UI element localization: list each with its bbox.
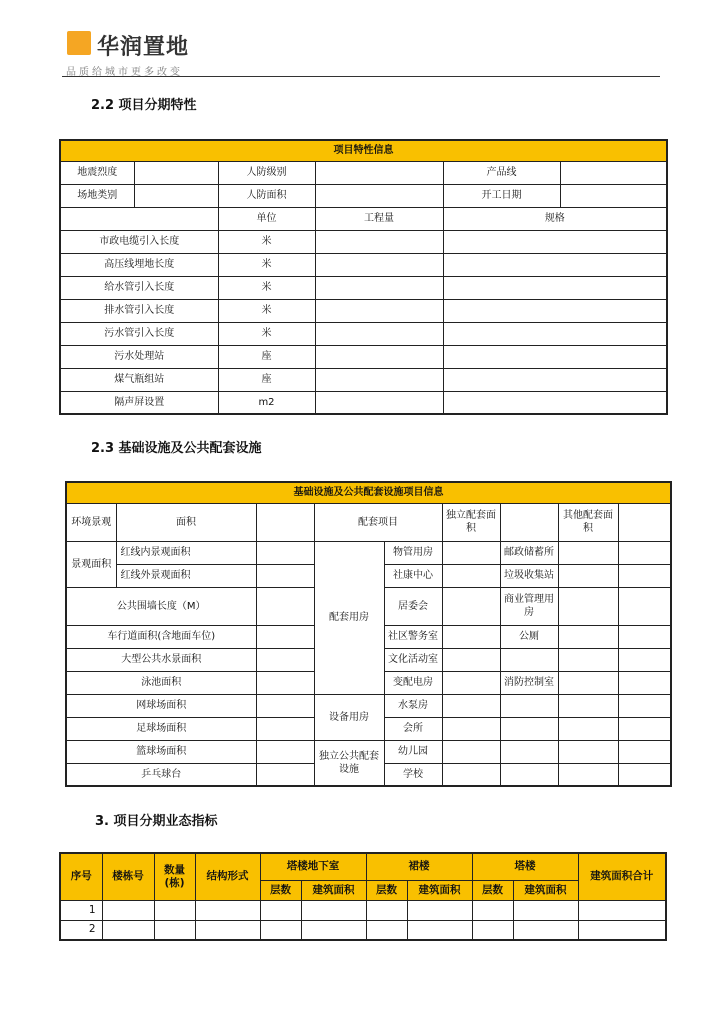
facility-item: 水泵房: [384, 694, 442, 717]
col-header-spec: 规格: [443, 207, 667, 230]
empty-cell: [256, 648, 314, 671]
facility-item: 学校: [384, 763, 442, 786]
landscape-area-label: 景观面积: [66, 541, 116, 587]
empty-cell: [558, 763, 618, 786]
empty-cell: [513, 920, 578, 940]
cell-label: 地震烈度: [60, 161, 134, 184]
empty-cell: [256, 740, 314, 763]
format-indicators-table: [59, 852, 667, 941]
empty-cell: [195, 900, 260, 920]
row-unit: 米: [218, 322, 315, 345]
empty-cell: [442, 648, 500, 671]
empty-cell: [256, 564, 314, 587]
section-title-3: 3. 项目分期业态指标: [95, 814, 218, 829]
empty-cell: [256, 625, 314, 648]
cell-value: [134, 161, 218, 184]
empty-cell: [500, 694, 558, 717]
col-header-landscape: 环境景观: [66, 503, 116, 541]
col-header-quantity: 工程量: [315, 207, 443, 230]
empty-cell: [442, 694, 500, 717]
empty-cell: [315, 368, 443, 391]
col-header-podium: 裙楼: [366, 853, 472, 880]
row-label: 高压线埋地长度: [60, 253, 218, 276]
empty-cell: [260, 900, 301, 920]
row-unit: 米: [218, 253, 315, 276]
row-unit: 米: [218, 299, 315, 322]
cell-value: [315, 161, 443, 184]
col-header-total-area: 建筑面积合计: [578, 853, 666, 900]
facility-item: 文化活动室: [384, 648, 442, 671]
empty-cell: [618, 541, 671, 564]
empty-cell: [102, 900, 154, 920]
facility-item: 社康中心: [384, 564, 442, 587]
empty-cell: [442, 564, 500, 587]
empty-cell: [558, 625, 618, 648]
cell-value: [134, 184, 218, 207]
empty-cell: [256, 694, 314, 717]
group-independent-facilities: 独立公共配套设施: [314, 740, 384, 786]
infrastructure-table: [65, 481, 672, 787]
other-facility-item: 消防控制室: [500, 671, 558, 694]
empty-cell: [366, 920, 407, 940]
row-label: 乒乓球台: [66, 763, 256, 786]
empty-cell: [558, 740, 618, 763]
empty-cell: [443, 253, 667, 276]
empty-cell: [315, 253, 443, 276]
empty-cell: [618, 625, 671, 648]
empty-cell: [315, 299, 443, 322]
empty-cell: [256, 503, 314, 541]
empty-cell: [315, 276, 443, 299]
row-label: 红线内景观面积: [116, 541, 256, 564]
empty-cell: [500, 648, 558, 671]
cell-empty: [60, 207, 218, 230]
col-header-count: 数量(栋): [154, 853, 195, 900]
row-label: 市政电缆引入长度: [60, 230, 218, 253]
table-title: 基础设施及公共配套设施项目信息: [66, 482, 671, 503]
cell-label: 产品线: [443, 161, 560, 184]
col-header-indep-area: 独立配套面积: [442, 503, 500, 541]
empty-cell: [443, 322, 667, 345]
empty-cell: [442, 541, 500, 564]
empty-cell: [366, 900, 407, 920]
sub-header-area: 建筑面积: [301, 880, 366, 900]
brand-slogan: 品质给城市更多改变: [66, 67, 183, 78]
empty-cell: [154, 920, 195, 940]
other-facility-item: 垃圾收集站: [500, 564, 558, 587]
row-label: 红线外景观面积: [116, 564, 256, 587]
row-label: 排水管引入长度: [60, 299, 218, 322]
row-label: 大型公共水景面积: [66, 648, 256, 671]
row-label: 煤气瓶组站: [60, 368, 218, 391]
empty-cell: [443, 345, 667, 368]
facility-item: 社区警务室: [384, 625, 442, 648]
sub-header-floors: 层数: [366, 880, 407, 900]
facility-item: 会所: [384, 717, 442, 740]
empty-cell: [558, 541, 618, 564]
group-support-rooms: 配套用房: [314, 541, 384, 694]
row-index: 2: [60, 920, 102, 940]
empty-cell: [618, 587, 671, 625]
empty-cell: [500, 717, 558, 740]
cell-label: 人防级别: [218, 161, 315, 184]
brand-name: 华润置地: [97, 35, 190, 60]
empty-cell: [578, 920, 666, 940]
table-title: 项目特性信息: [60, 140, 667, 161]
row-label: 污水管引入长度: [60, 322, 218, 345]
empty-cell: [442, 763, 500, 786]
row-label: 泳池面积: [66, 671, 256, 694]
empty-cell: [472, 900, 513, 920]
empty-cell: [315, 391, 443, 414]
facility-item: 幼儿园: [384, 740, 442, 763]
empty-cell: [500, 503, 558, 541]
empty-cell: [472, 920, 513, 940]
empty-cell: [558, 671, 618, 694]
col-header-structure: 结构形式: [195, 853, 260, 900]
empty-cell: [558, 564, 618, 587]
empty-cell: [301, 900, 366, 920]
other-facility-item: 公厕: [500, 625, 558, 648]
empty-cell: [558, 648, 618, 671]
empty-cell: [260, 920, 301, 940]
row-unit: 座: [218, 368, 315, 391]
cell-label: 场地类别: [60, 184, 134, 207]
empty-cell: [442, 740, 500, 763]
header-divider: [62, 76, 660, 77]
empty-cell: [407, 900, 472, 920]
empty-cell: [154, 900, 195, 920]
sub-header-floors: 层数: [260, 880, 301, 900]
other-facility-item: 商业管理用房: [500, 587, 558, 625]
empty-cell: [558, 587, 618, 625]
row-label: 给水管引入长度: [60, 276, 218, 299]
col-header-facility: 配套项目: [314, 503, 442, 541]
cell-value: [560, 161, 667, 184]
col-header-other-area: 其他配套面积: [558, 503, 618, 541]
row-label: 隔声屏设置: [60, 391, 218, 414]
empty-cell: [618, 648, 671, 671]
section-title-2-3: 2.3 基础设施及公共配套设施: [91, 441, 262, 456]
sub-header-area: 建筑面积: [407, 880, 472, 900]
facility-item: 物管用房: [384, 541, 442, 564]
empty-cell: [618, 740, 671, 763]
row-label: 篮球场面积: [66, 740, 256, 763]
empty-cell: [558, 694, 618, 717]
section-title-2-2: 2.2 项目分期特性: [91, 98, 197, 113]
empty-cell: [618, 564, 671, 587]
cell-label: 人防面积: [218, 184, 315, 207]
col-header-tower: 塔楼: [472, 853, 578, 880]
empty-cell: [301, 920, 366, 940]
row-unit: m2: [218, 391, 315, 414]
facility-item: 居委会: [384, 587, 442, 625]
empty-cell: [443, 391, 667, 414]
empty-cell: [442, 717, 500, 740]
empty-cell: [578, 900, 666, 920]
project-features-table: [59, 139, 668, 415]
empty-cell: [443, 230, 667, 253]
row-label: 车行道面积(含地面车位): [66, 625, 256, 648]
empty-cell: [315, 322, 443, 345]
empty-cell: [442, 625, 500, 648]
facility-item: 变配电房: [384, 671, 442, 694]
row-index: 1: [60, 900, 102, 920]
col-header-area: 面积: [116, 503, 256, 541]
empty-cell: [443, 299, 667, 322]
empty-cell: [443, 368, 667, 391]
empty-cell: [195, 920, 260, 940]
row-label: 公共围墙长度（M）: [66, 587, 256, 625]
col-header-unit: 单位: [218, 207, 315, 230]
col-header-index: 序号: [60, 853, 102, 900]
group-equipment-rooms: 设备用房: [314, 694, 384, 740]
row-label: 污水处理站: [60, 345, 218, 368]
logo-icon: [67, 31, 91, 55]
empty-cell: [442, 671, 500, 694]
other-facility-item: 邮政储蓄所: [500, 541, 558, 564]
row-unit: 米: [218, 230, 315, 253]
empty-cell: [315, 230, 443, 253]
sub-header-area: 建筑面积: [513, 880, 578, 900]
empty-cell: [500, 740, 558, 763]
empty-cell: [618, 763, 671, 786]
empty-cell: [256, 717, 314, 740]
empty-cell: [256, 763, 314, 786]
empty-cell: [256, 587, 314, 625]
empty-cell: [618, 671, 671, 694]
empty-cell: [256, 671, 314, 694]
empty-cell: [558, 717, 618, 740]
empty-cell: [618, 717, 671, 740]
row-label: 网球场面积: [66, 694, 256, 717]
empty-cell: [618, 694, 671, 717]
row-label: 足球场面积: [66, 717, 256, 740]
row-unit: 座: [218, 345, 315, 368]
empty-cell: [513, 900, 578, 920]
empty-cell: [407, 920, 472, 940]
col-header-tower-basement: 塔楼地下室: [260, 853, 366, 880]
cell-label: 开工日期: [443, 184, 560, 207]
empty-cell: [443, 276, 667, 299]
empty-cell: [102, 920, 154, 940]
empty-cell: [442, 587, 500, 625]
cell-value: [315, 184, 443, 207]
empty-cell: [618, 503, 671, 541]
empty-cell: [500, 763, 558, 786]
row-unit: 米: [218, 276, 315, 299]
col-header-building-no: 楼栋号: [102, 853, 154, 900]
empty-cell: [315, 345, 443, 368]
cell-value: [560, 184, 667, 207]
sub-header-floors: 层数: [472, 880, 513, 900]
empty-cell: [256, 541, 314, 564]
